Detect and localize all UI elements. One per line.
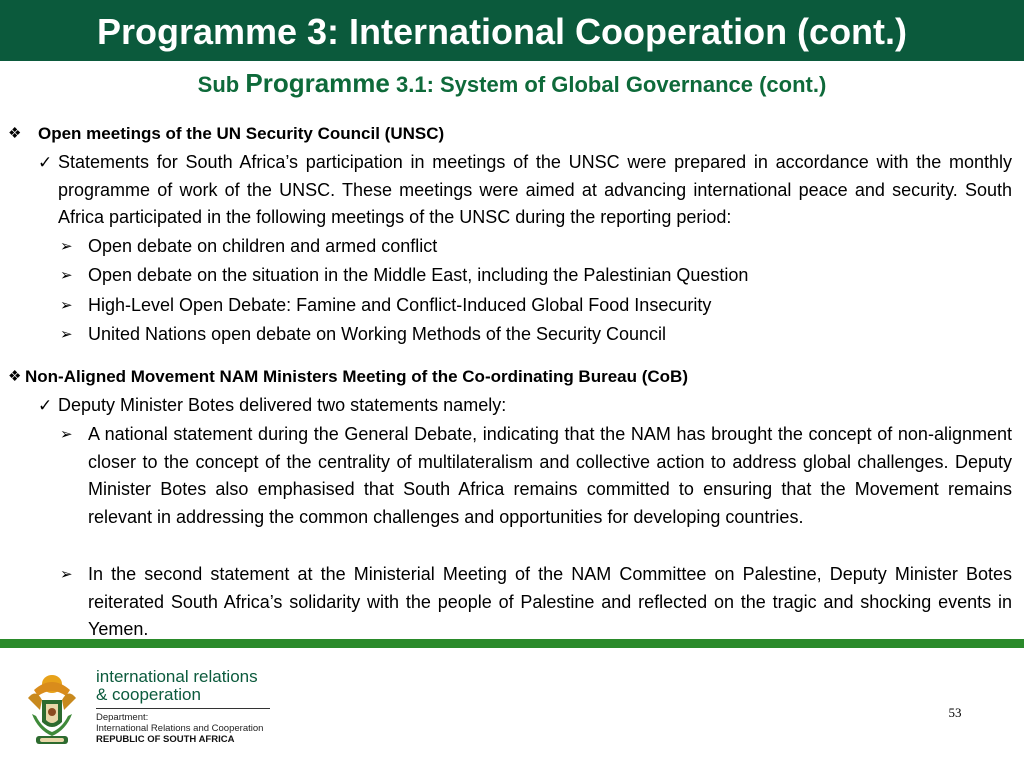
list-item: In the second statement at the Ministerial Meeting of the NAM Committee on Palestine, Deputy Minister Botes reiterated South Africa’s solidarity with the people of Palestine and reflected on the tragic and shocking events in Yemen.: [88, 564, 1012, 639]
list-item: Open debate on children and armed conflict: [88, 236, 438, 256]
coat-of-arms-icon: [22, 670, 82, 750]
subtitle-prefix: Sub: [197, 72, 240, 97]
arrowhead-icon: ➢: [60, 326, 73, 343]
section-heading: Open meetings of the UN Security Council (UNSC): [38, 124, 445, 143]
logo-department-label: Department:: [96, 712, 149, 723]
statement-text: Deputy Minister Botes delivered two statements namely:: [58, 395, 507, 415]
list-item: United Nations open debate on Working Methods of the Security Council: [88, 324, 667, 344]
checkmark-icon: ✓: [38, 153, 53, 172]
diamond-bullet-icon: ❖: [8, 368, 22, 385]
section-heading: Non-Aligned Movement NAM Ministers Meeting of the Co-ordinating Bureau (CoB): [25, 367, 688, 386]
department-logo: [96, 668, 276, 746]
list-item: High-Level Open Debate: Famine and Conflict-Induced Global Food Insecurity: [88, 295, 712, 315]
logo-line-1: international relations: [96, 667, 258, 686]
logo-country: REPUBLIC OF SOUTH AFRICA: [96, 734, 235, 745]
arrowhead-icon: ➢: [60, 566, 73, 583]
arrowhead-icon: ➢: [60, 297, 73, 314]
slide-title: Programme 3: International Cooperation (cont.): [96, 11, 908, 52]
logo-line-2: & cooperation: [96, 685, 201, 704]
logo-divider: [96, 708, 270, 709]
page-number: 53: [948, 705, 962, 720]
subtitle-rest: 3.1: System of Global Governance (cont.): [395, 72, 827, 97]
arrowhead-icon: ➢: [60, 426, 73, 443]
arrowhead-icon: ➢: [60, 238, 73, 255]
logo-department-name: International Relations and Cooperation: [96, 723, 264, 734]
footer-rule: [0, 639, 1024, 648]
checkmark-icon: ✓: [38, 396, 53, 415]
list-item: Open debate on the situation in the Middle East, including the Palestinian Question: [88, 265, 749, 285]
list-item: A national statement during the General Debate, indicating that the NAM has brought the concept of non-alignment closer to the concept of the centrality of multilateralism and collective action to address global challenges. Deputy Minister Botes also emphasised that South Africa remains committed to ensuring that the Movement remains relevant in addressing the common challenges and opportunities for developing countries.: [88, 424, 1012, 527]
subtitle-programme: Programme: [245, 68, 390, 98]
arrowhead-icon: ➢: [60, 267, 73, 284]
diamond-bullet-icon: ❖: [8, 125, 22, 142]
statement-text: Statements for South Africa’s participation in meetings of the UNSC were prepared in accordance with the monthly programme of work of the UNSC. These meetings were aimed at advancing international peace and security. South Africa participated in the following meetings of the UNSC during the reporting period:: [58, 152, 1012, 227]
